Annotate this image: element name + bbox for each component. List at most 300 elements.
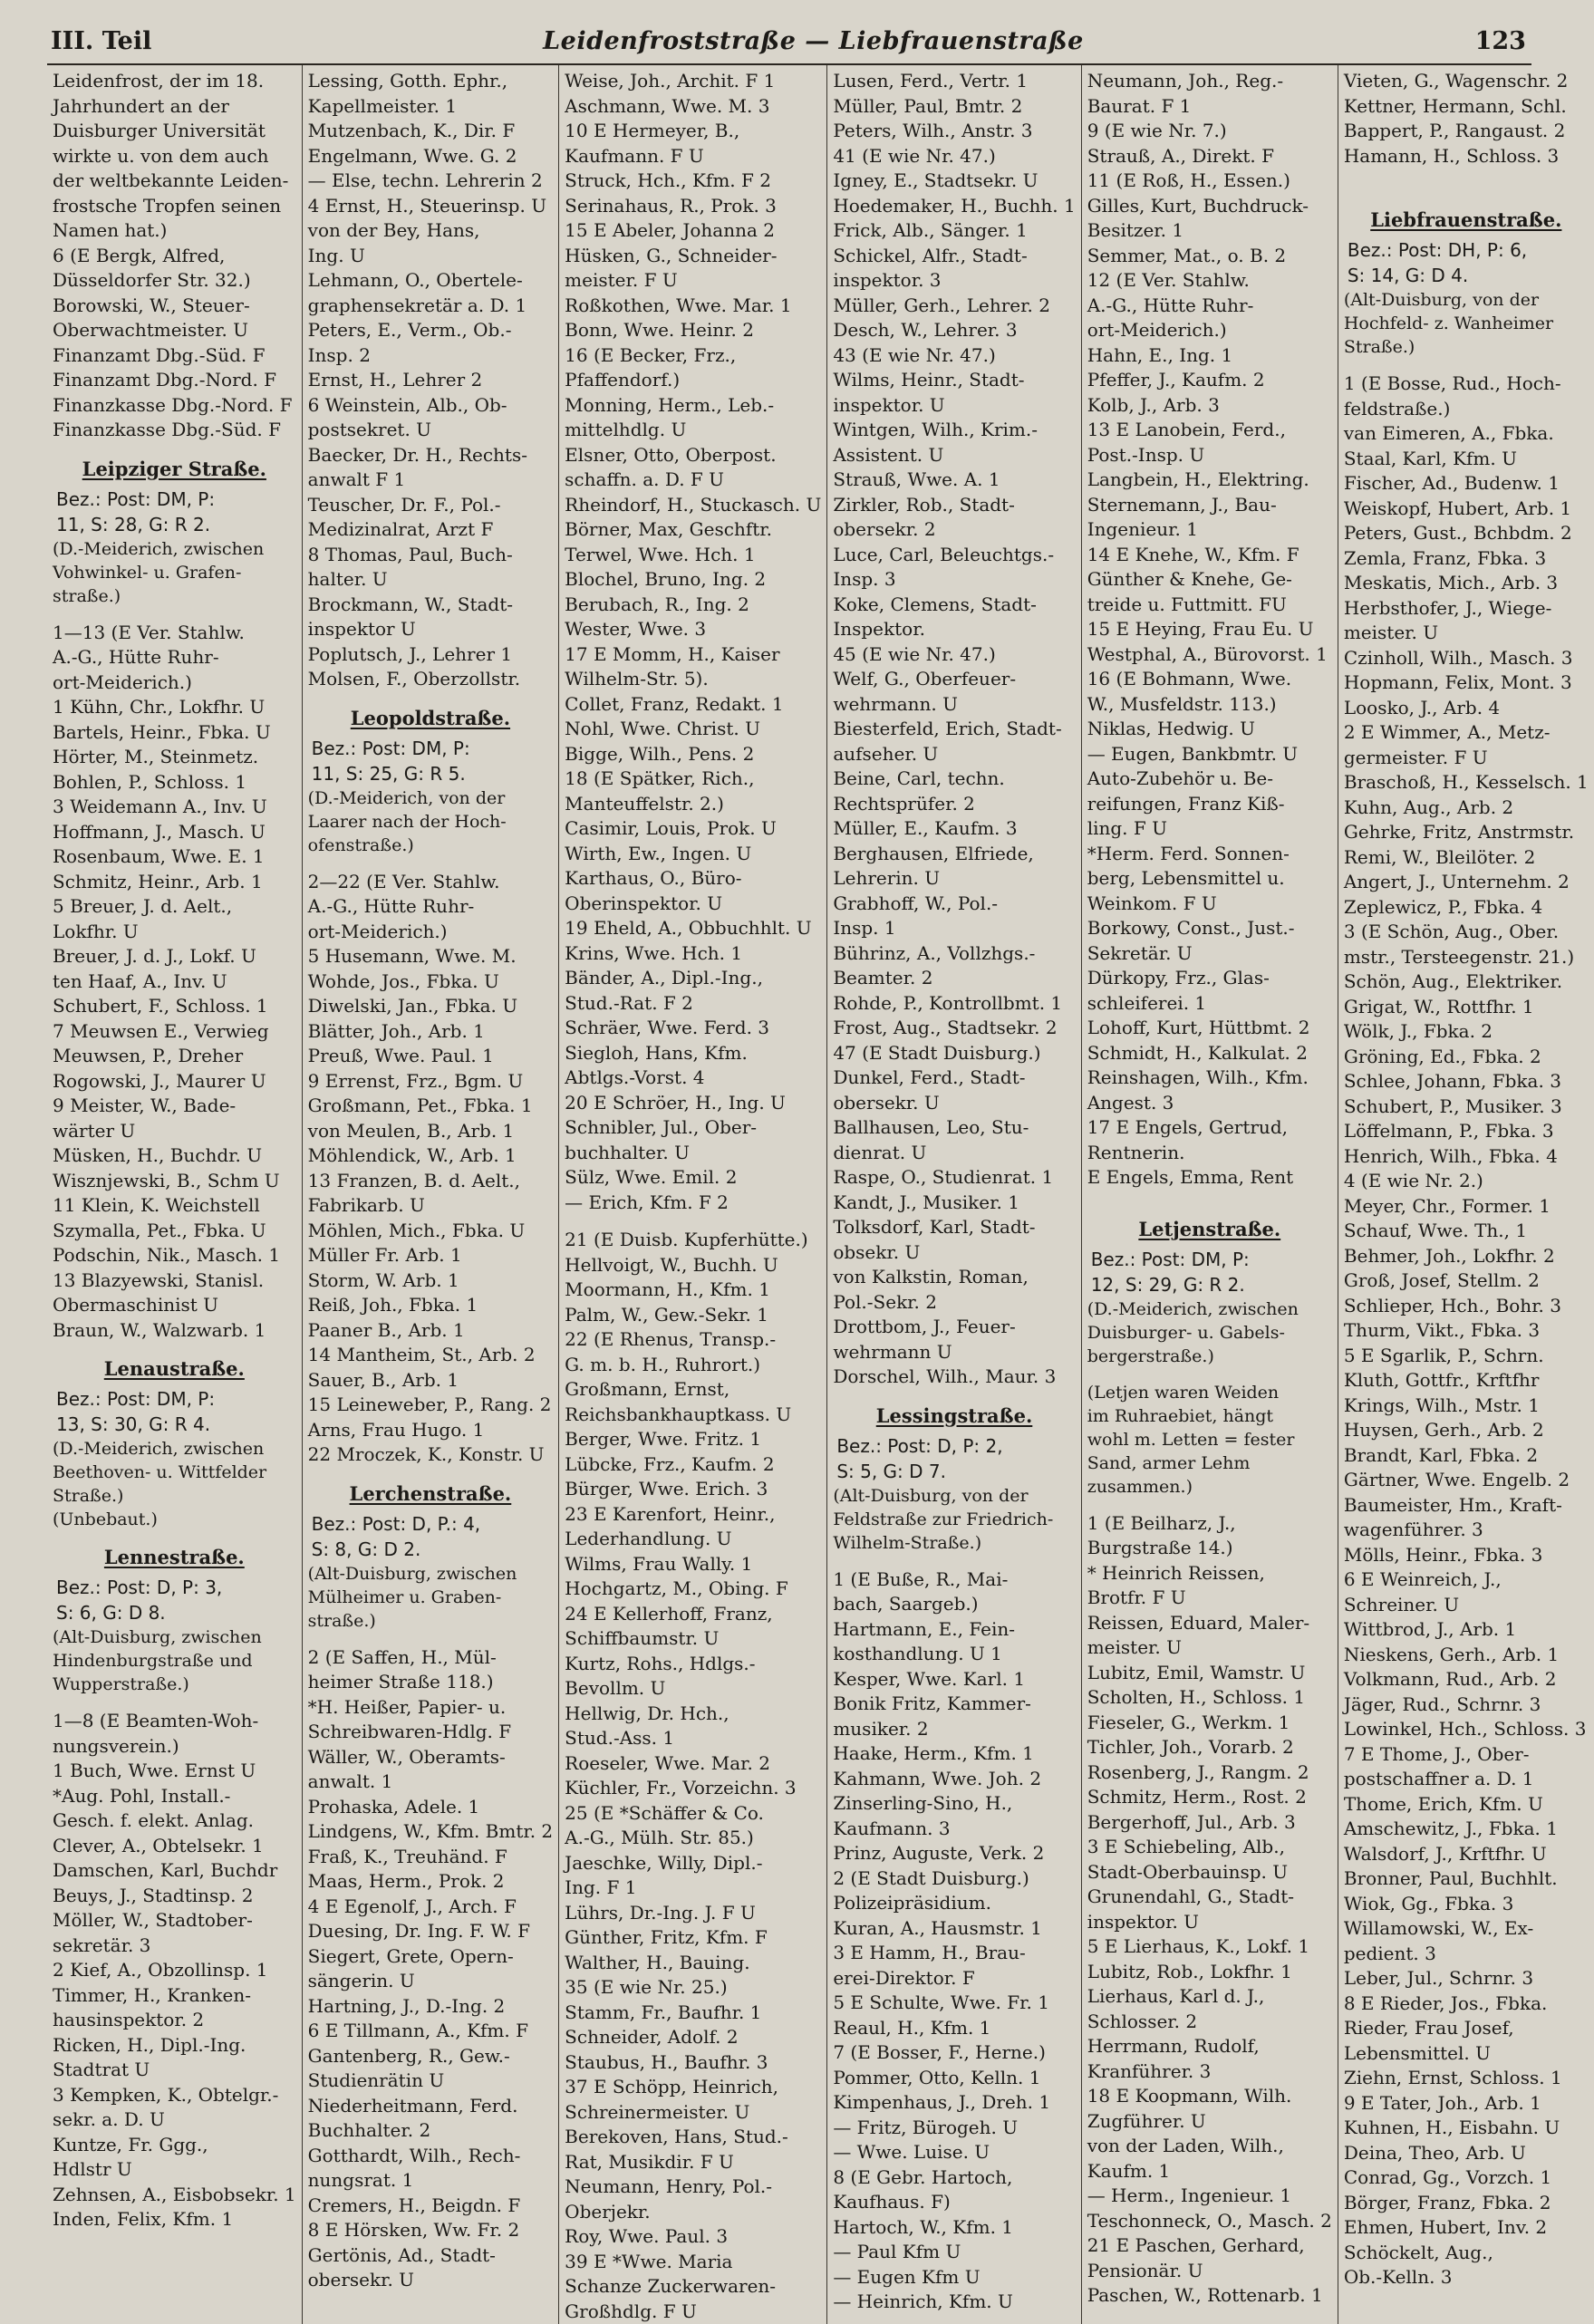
directory-entry-line: Meyer, Chr., Former. 1 bbox=[1344, 1194, 1589, 1220]
directory-entry-line: meister. U bbox=[1087, 1635, 1332, 1661]
directory-entry-line: 18 E Koopmann, Wilh. bbox=[1087, 2084, 1332, 2109]
directory-entry-line: — Eugen, Bankbmtr. U bbox=[1087, 742, 1332, 767]
spacer bbox=[1087, 1499, 1332, 1511]
district-info: Bez.: Post: DM, P: bbox=[1087, 1247, 1332, 1272]
directory-entry-line: 8 Thomas, Paul, Buch- bbox=[308, 543, 554, 568]
directory-entry-line: Kaufm. 1 bbox=[1087, 2159, 1332, 2184]
directory-entry-line: 5 Husemann, Wwe. M. bbox=[308, 944, 554, 969]
directory-entry-line: Koke, Clemens, Stadt- bbox=[833, 593, 1075, 618]
directory-entry-line: Haake, Herm., Kfm. 1 bbox=[833, 1741, 1075, 1767]
directory-entry-line: 23 E Karenfort, Heinr., bbox=[565, 1502, 821, 1528]
directory-entry-line: 15 Leineweber, P., Rang. 2 bbox=[308, 1393, 554, 1418]
directory-entry-line: Roy, Wwe. Paul. 3 bbox=[565, 2224, 821, 2250]
directory-entry-line: Ballhausen, Leo, Stu- bbox=[833, 1115, 1075, 1141]
directory-entry-line: Rechtsprüfer. 2 bbox=[833, 792, 1075, 817]
directory-entry-line: 1 Buch, Wwe. Ernst U bbox=[53, 1759, 296, 1784]
directory-entry-line: — Wwe. Luise. U bbox=[833, 2140, 1075, 2165]
directory-entry-line: ling. F U bbox=[1087, 816, 1332, 842]
directory-entry-line: Kaufmann. 3 bbox=[833, 1817, 1075, 1842]
directory-entry-line: Westphal, A., Bürovorst. 1 bbox=[1087, 642, 1332, 668]
district-info: Bez.: Post: DM, P: bbox=[53, 1386, 296, 1412]
location-note: (Letjen waren Weiden bbox=[1087, 1381, 1332, 1404]
directory-entry-line: Monning, Herm., Leb.- bbox=[565, 393, 821, 419]
directory-entry-line: 1—8 (E Beamten-Woh- bbox=[53, 1709, 296, 1734]
directory-entry-line: Lusen, Ferd., Vertr. 1 bbox=[833, 69, 1075, 94]
directory-entry-line: Preuß, Wwe. Paul. 1 bbox=[308, 1044, 554, 1069]
page-header bbox=[47, 27, 1531, 65]
directory-entry-line: Lohoff, Kurt, Hüttbmt. 2 bbox=[1087, 1016, 1332, 1041]
directory-entry-line: Ob.-Kelln. 3 bbox=[1344, 2265, 1589, 2290]
directory-entry-line: Braschoß, H., Kesselsch. 1 bbox=[1344, 770, 1589, 796]
directory-entry-line: Brotfr. F U bbox=[1087, 1586, 1332, 1611]
directory-entry-line: Reaul, H., Kfm. 1 bbox=[833, 2016, 1075, 2041]
directory-entry-line: Burgstraße 14.) bbox=[1087, 1536, 1332, 1561]
directory-entry-line: Müller Fr. Arb. 1 bbox=[308, 1243, 554, 1268]
directory-entry-line: Strauß, Wwe. A. 1 bbox=[833, 468, 1075, 493]
location-note: (Unbebaut.) bbox=[53, 1508, 296, 1531]
directory-entry-line: wirkte u. von dem auch bbox=[53, 144, 296, 169]
location-note: (D.-Meiderich, zwischen bbox=[53, 537, 296, 561]
street-heading: Lenaustraße. bbox=[53, 1355, 296, 1383]
directory-entry-line: Molsen, F., Oberzollstr. bbox=[308, 667, 554, 692]
directory-entry-line: Börner, Max, Geschftr. bbox=[565, 517, 821, 543]
directory-entry-line: Küchler, Fr., Vorzeichn. 3 bbox=[565, 1776, 821, 1801]
location-note: Duisburger- u. Gabels- bbox=[1087, 1321, 1332, 1345]
directory-entry-line: Lederhandlung. U bbox=[565, 1527, 821, 1552]
directory-entry-line: Hüsken, G., Schneider- bbox=[565, 244, 821, 269]
directory-entry-line: Lübcke, Frz., Kaufm. 2 bbox=[565, 1452, 821, 1478]
directory-entry-line: 8 E Hörsken, Ww. Fr. 2 bbox=[308, 2218, 554, 2243]
directory-entry-line: Großhdlg. F U bbox=[565, 2300, 821, 2324]
directory-entry-line: 17 E Momm, H., Kaiser bbox=[565, 642, 821, 668]
directory-entry-line: Lierhaus, Karl d. J., bbox=[1087, 1984, 1332, 2010]
directory-entry-line: 21 E Paschen, Gerhard, bbox=[1087, 2233, 1332, 2259]
directory-entry-line: 35 (E wie Nr. 25.) bbox=[565, 1975, 821, 2001]
location-note: (D.-Meiderich, von der bbox=[308, 786, 554, 810]
directory-entry-line: Arns, Frau Hugo. 1 bbox=[308, 1418, 554, 1443]
location-note: wohl m. Letten = fester bbox=[1087, 1428, 1332, 1451]
street-heading: Lennestraße. bbox=[53, 1544, 296, 1571]
directory-entry-line: Schreinermeister. U bbox=[565, 2100, 821, 2126]
directory-entry-line: halter. U bbox=[308, 567, 554, 593]
directory-entry-line: 20 E Schröer, H., Ing. U bbox=[565, 1091, 821, 1116]
directory-entry-line: inspektor. U bbox=[1087, 1910, 1332, 1935]
directory-entry-line: obersekr. 2 bbox=[833, 517, 1075, 543]
directory-entry-line: 4 Ernst, H., Steuerinsp. U bbox=[308, 194, 554, 219]
directory-entry-line: Drottbom, J., Feuer- bbox=[833, 1315, 1075, 1340]
directory-entry-line: Lubitz, Rob., Lokfhr. 1 bbox=[1087, 1960, 1332, 1985]
directory-entry-line: Bonn, Wwe. Heinr. 2 bbox=[565, 318, 821, 343]
directory-entry-line: Müsken, H., Buchdr. U bbox=[53, 1143, 296, 1169]
directory-entry-line: 4 E Egenolf, J., Arch. F bbox=[308, 1895, 554, 1920]
directory-entry-line: Schickel, Alfr., Stadt- bbox=[833, 244, 1075, 269]
directory-entry-line: A.-G., Hütte Ruhr- bbox=[1087, 294, 1332, 319]
directory-entry-line: von Meulen, B., Arb. 1 bbox=[308, 1119, 554, 1144]
directory-entry-line: postsekret. U bbox=[308, 418, 554, 443]
directory-entry-line: Kettner, Hermann, Schl. bbox=[1344, 94, 1589, 120]
directory-entry-line: mstr., Tersteegenstr. 21.) bbox=[1344, 945, 1589, 970]
directory-entry-line: Schreiner. U bbox=[1344, 1593, 1589, 1618]
directory-entry-line: hausinspektor. 2 bbox=[53, 2008, 296, 2033]
directory-entry-line: Möhlen, Mich., Fbka. U bbox=[308, 1219, 554, 1244]
directory-entry-line: Bührinz, A., Vollzhgs.- bbox=[833, 941, 1075, 967]
directory-entry-line: Insp. 1 bbox=[833, 916, 1075, 941]
directory-entry-line: 6 E Weinreich, J., bbox=[1344, 1567, 1589, 1593]
directory-entry-line: Wintgen, Wilh., Krim.- bbox=[833, 418, 1075, 443]
directory-entry-line: Krins, Wwe. Hch. 1 bbox=[565, 941, 821, 967]
directory-entry-line: Breuer, J. d. J., Lokf. U bbox=[53, 944, 296, 969]
directory-entry-line: Kesper, Wwe. Karl. 1 bbox=[833, 1667, 1075, 1692]
district-info: Bez.: Post: DM, P: bbox=[53, 487, 296, 512]
directory-entry-line: Niklas, Hedwig. U bbox=[1087, 717, 1332, 742]
directory-entry-line: Luce, Carl, Beleuchtgs.- bbox=[833, 543, 1075, 568]
location-note: im Ruhraebiet, hängt bbox=[1087, 1404, 1332, 1428]
directory-entry-line: Staubus, H., Baufhr. 3 bbox=[565, 2050, 821, 2076]
spacer bbox=[833, 1555, 1075, 1567]
directory-entry-line: Lehmann, O., Obertele- bbox=[308, 268, 554, 294]
location-note: Mülheimer u. Graben- bbox=[308, 1586, 554, 1609]
directory-entry-line: Walther, H., Bauing. bbox=[565, 1951, 821, 1976]
directory-entry-line: ten Haaf, A., Inv. U bbox=[53, 969, 296, 995]
directory-entry-line: Gotthardt, Wilh., Rech- bbox=[308, 2144, 554, 2169]
directory-entry-line: Pensionär. U bbox=[1087, 2259, 1332, 2284]
directory-entry-line: graphensekretär a. D. 1 bbox=[308, 294, 554, 319]
directory-entry-line: Hartning, J., D.-Ing. 2 bbox=[308, 1994, 554, 2020]
directory-entry-line: Clever, A., Obtelsekr. 1 bbox=[53, 1834, 296, 1859]
directory-entry-line: erei-Direktor. F bbox=[833, 1966, 1075, 1991]
directory-entry-line: Behmer, Joh., Lokfhr. 2 bbox=[1344, 1244, 1589, 1269]
directory-entry-line: Paaner B., Arb. 1 bbox=[308, 1318, 554, 1344]
directory-entry-line: Schmidt, H., Kalkulat. 2 bbox=[1087, 1041, 1332, 1066]
directory-entry-line: ort-Meiderich.) bbox=[1087, 318, 1332, 343]
directory-entry-line: Terwel, Wwe. Hch. 1 bbox=[565, 543, 821, 568]
location-note: Feldstraße zur Friedrich- bbox=[833, 1508, 1075, 1531]
directory-entry-line: Finanzkasse Dbg.-Nord. F bbox=[53, 393, 296, 419]
location-note: (Alt-Duisburg, von der bbox=[833, 1484, 1075, 1508]
directory-entry-line: Jahrhundert an der bbox=[53, 94, 296, 120]
location-note: (D.-Meiderich, zwischen bbox=[1087, 1297, 1332, 1321]
directory-entry-line: 15 E Abeler, Johanna 2 bbox=[565, 218, 821, 244]
directory-entry-line: Baurat. F 1 bbox=[1087, 94, 1332, 120]
directory-entry-line: Löffelmann, P., Fbka. 3 bbox=[1344, 1119, 1589, 1144]
directory-entry-line: Volkmann, Rud., Arb. 2 bbox=[1344, 1667, 1589, 1692]
directory-entry-line: Herrmann, Rudolf, bbox=[1087, 2034, 1332, 2059]
directory-entry-line: 14 Mantheim, St., Arb. 2 bbox=[308, 1343, 554, 1368]
directory-entry-line: Ziehn, Ernst, Schloss. 1 bbox=[1344, 2066, 1589, 2091]
directory-entry-line: berg, Lebensmittel u. bbox=[1087, 866, 1332, 892]
directory-entry-line: G. m. b. H., Ruhrort.) bbox=[565, 1353, 821, 1378]
directory-entry-line: Welf, G., Oberfeuer- bbox=[833, 667, 1075, 692]
directory-entry-line: wärter U bbox=[53, 1119, 296, 1144]
spacer bbox=[308, 1633, 554, 1645]
directory-entry-line: buchhalter. U bbox=[565, 1141, 821, 1166]
directory-entry-line: von der Laden, Wilh., bbox=[1087, 2134, 1332, 2159]
directory-entry-line: Dürkopy, Frz., Glas- bbox=[1087, 966, 1332, 991]
district-info: Bez.: Post: DM, P: bbox=[308, 736, 554, 761]
street-heading: Lerchenstraße. bbox=[308, 1480, 554, 1508]
directory-entry-line: Prohaska, Adele. 1 bbox=[308, 1795, 554, 1820]
directory-entry-line: Walsdorf, J., Krftfhr. U bbox=[1344, 1842, 1589, 1867]
directory-entry-line: Medizinalrat, Arzt F bbox=[308, 517, 554, 543]
directory-entry-line: Remi, W., Bleilöter. 2 bbox=[1344, 845, 1589, 871]
location-note: straße.) bbox=[53, 584, 296, 608]
directory-entry-line: ort-Meiderich.) bbox=[308, 920, 554, 945]
directory-entry-line: Sülz, Wwe. Emil. 2 bbox=[565, 1165, 821, 1191]
directory-entry-line: Wester, Wwe. 3 bbox=[565, 617, 821, 642]
directory-entry-line: Peters, E., Verm., Ob.- bbox=[308, 318, 554, 343]
location-note: Wilhelm-Straße.) bbox=[833, 1531, 1075, 1555]
directory-entry-line: Schauf, Wwe. Th., 1 bbox=[1344, 1219, 1589, 1244]
directory-entry-line: Fieseler, G., Werkm. 1 bbox=[1087, 1711, 1332, 1736]
directory-entry-line: Bronner, Paul, Buchhlt. bbox=[1344, 1866, 1589, 1892]
directory-entry-line: Mutzenbach, K., Dir. F bbox=[308, 119, 554, 144]
directory-entry-line: *Aug. Pohl, Install.- bbox=[53, 1784, 296, 1809]
directory-entry-line: Timmer, H., Kranken- bbox=[53, 1983, 296, 2009]
directory-entry-line: Nieskens, Gerh., Arb. 1 bbox=[1344, 1643, 1589, 1668]
directory-entry-line: Ing. F 1 bbox=[565, 1876, 821, 1901]
directory-entry-line: Müller, Paul, Bmtr. 2 bbox=[833, 94, 1075, 120]
directory-entry-line: Kahmann, Wwe. Joh. 2 bbox=[833, 1767, 1075, 1792]
directory-entry-line: 43 (E wie Nr. 47.) bbox=[833, 343, 1075, 369]
directory-entry-line: Rosenbaum, Wwe. E. 1 bbox=[53, 844, 296, 870]
directory-entry-line: wehrmann U bbox=[833, 1340, 1075, 1365]
column-2 bbox=[303, 65, 560, 2324]
directory-entry-line: Fischer, Ad., Budenw. 1 bbox=[1344, 471, 1589, 497]
directory-entry-line: Staal, Karl, Kfm. U bbox=[1344, 447, 1589, 472]
directory-entry-line: Aschmann, Wwe. M. 3 bbox=[565, 94, 821, 120]
spacer bbox=[1344, 169, 1589, 181]
directory-entry-line: meister. F U bbox=[565, 268, 821, 294]
directory-entry-line: Schanze Zuckerwaren- bbox=[565, 2274, 821, 2300]
directory-entry-line: Sauer, B., Arb. 1 bbox=[308, 1368, 554, 1393]
directory-entry-line: Kuntze, Fr. Ggg., bbox=[53, 2133, 296, 2158]
directory-entry-line: Namen hat.) bbox=[53, 218, 296, 244]
directory-entry-line: 7 Meuwsen E., Verwieg bbox=[53, 1019, 296, 1045]
directory-entry-line: 9 (E wie Nr. 7.) bbox=[1087, 119, 1332, 144]
directory-entry-line: Henrich, Wilh., Fbka. 4 bbox=[1344, 1144, 1589, 1170]
directory-entry-line: 25 (E *Schäffer & Co. bbox=[565, 1801, 821, 1827]
directory-entry-line: Frick, Alb., Sänger. 1 bbox=[833, 218, 1075, 244]
directory-entry-line: 7 (E Bosser, F., Herne.) bbox=[833, 2040, 1075, 2066]
directory-entry-line: 1 (E Bosse, Rud., Hoch- bbox=[1344, 371, 1589, 397]
directory-entry-line: 3 Weidemann A., Inv. U bbox=[53, 795, 296, 820]
directory-entry-line: Moormann, H., Kfm. 1 bbox=[565, 1278, 821, 1303]
directory-entry-line: Maas, Herm., Prok. 2 bbox=[308, 1869, 554, 1895]
directory-entry-line: Schlieper, Hch., Bohr. 3 bbox=[1344, 1294, 1589, 1319]
directory-entry-line: Schneider, Adolf. 2 bbox=[565, 2025, 821, 2050]
directory-entry-line: Stud.-Ass. 1 bbox=[565, 1726, 821, 1751]
location-note: Hochfeld- z. Wanheimer bbox=[1344, 312, 1589, 335]
directory-entry-line: Abtlgs.-Vorst. 4 bbox=[565, 1066, 821, 1091]
directory-entry-line: 3 Kempken, K., Obtelgr.- bbox=[53, 2083, 296, 2108]
directory-entry-line: Zehnsen, A., Eisbobsekr. 1 bbox=[53, 2183, 296, 2208]
directory-entry-line: Kaufhaus. F) bbox=[833, 2190, 1075, 2215]
directory-entry-line: Palm, W., Gew.-Sekr. 1 bbox=[565, 1303, 821, 1328]
directory-entry-line: Hellvoigt, W., Buchh. U bbox=[565, 1253, 821, 1278]
location-note: Vohwinkel- u. Grafen- bbox=[53, 561, 296, 584]
directory-entry-line: Manteuffelstr. 2.) bbox=[565, 792, 821, 817]
directory-entry-line: Oberwachtmeister. U bbox=[53, 318, 296, 343]
directory-entry-line: Cremers, H., Beigdn. F bbox=[308, 2194, 554, 2219]
section-label: III. Teil bbox=[51, 27, 151, 55]
directory-entry-line: Besitzer. 1 bbox=[1087, 218, 1332, 244]
page-number: 123 bbox=[1475, 27, 1526, 55]
directory-entry-line: Desch, W., Lehrer. 3 bbox=[833, 318, 1075, 343]
directory-entry-line: obsekr. U bbox=[833, 1240, 1075, 1266]
directory-entry-line: Möller, W., Stadtober- bbox=[53, 1908, 296, 1933]
directory-entry-line: 2 (E Stadt Duisburg.) bbox=[833, 1866, 1075, 1892]
directory-entry-line: Rohde, P., Kontrollbmt. 1 bbox=[833, 991, 1075, 1017]
district-info: 12, S: 29, G: R 2. bbox=[1087, 1272, 1332, 1297]
directory-entry-line: 6 Weinstein, Alb., Ob- bbox=[308, 393, 554, 419]
spacer bbox=[53, 1696, 296, 1709]
directory-entry-line: Bohlen, P., Schloss. 1 bbox=[53, 770, 296, 796]
directory-entry-line: Inden, Felix, Kfm. 1 bbox=[53, 2207, 296, 2232]
directory-entry-line: Hdlstr U bbox=[53, 2157, 296, 2183]
directory-entry-line: — Eugen Kfm U bbox=[833, 2265, 1075, 2290]
directory-entry-line: A.-G., Mülh. Str. 85.) bbox=[565, 1826, 821, 1851]
directory-entry-line: Düsseldorfer Str. 32.) bbox=[53, 268, 296, 294]
directory-entry-line: Blätter, Joh., Arb. 1 bbox=[308, 1019, 554, 1045]
location-note: Straße.) bbox=[1344, 335, 1589, 359]
directory-entry-line: Engelmann, Wwe. G. 2 bbox=[308, 144, 554, 169]
directory-entry-line: meister. U bbox=[1344, 621, 1589, 646]
directory-entry-line: Wohde, Jos., Fbka. U bbox=[308, 969, 554, 995]
directory-entry-line: Hoffmann, J., Masch. U bbox=[53, 820, 296, 845]
directory-entry-line: Stadtrat U bbox=[53, 2058, 296, 2083]
district-info: 13, S: 30, G: R 4. bbox=[53, 1412, 296, 1437]
directory-entry-line: 18 (E Spätker, Rich., bbox=[565, 767, 821, 792]
directory-entry-line: 9 Meister, W., Bade- bbox=[53, 1094, 296, 1119]
directory-entry-line: 7 E Thome, J., Ober- bbox=[1344, 1742, 1589, 1768]
directory-entry-line: Semmer, Mat., o. B. 2 bbox=[1087, 244, 1332, 269]
directory-entry-line: Müller, Gerh., Lehrer. 2 bbox=[833, 294, 1075, 319]
directory-entry-line: 21 (E Duisb. Kupferhütte.) bbox=[565, 1228, 821, 1253]
location-note: (Alt-Duisburg, zwischen bbox=[53, 1625, 296, 1649]
directory-entry-line: 13 Franzen, B. d. Aelt., bbox=[308, 1169, 554, 1194]
directory-entry-line: 16 (E Becker, Frz., bbox=[565, 343, 821, 369]
directory-entry-line: Wilms, Frau Wally. 1 bbox=[565, 1552, 821, 1577]
directory-entry-line: Hellwig, Dr. Hch., bbox=[565, 1702, 821, 1727]
directory-entry-line: 1 Kühn, Chr., Lokfhr. U bbox=[53, 695, 296, 720]
directory-entry-line: reifungen, Franz Kiß- bbox=[1087, 792, 1332, 817]
directory-entry-line: — Fritz, Bürogeh. U bbox=[833, 2116, 1075, 2141]
directory-entry-line: Dorschel, Wilh., Maur. 3 bbox=[833, 1365, 1075, 1390]
directory-entry-line: Finanzamt Dbg.-Nord. F bbox=[53, 368, 296, 393]
directory-entry-line: 24 E Kellerhoff, Franz, bbox=[565, 1602, 821, 1627]
directory-entry-line: 11 (E Roß, H., Essen.) bbox=[1087, 169, 1332, 194]
directory-entry-line: von der Bey, Hans, bbox=[308, 218, 554, 244]
directory-entry-line: Roßkothen, Wwe. Mar. 1 bbox=[565, 294, 821, 319]
directory-entry-line: Borowski, W., Steuer- bbox=[53, 294, 296, 319]
directory-entry-line: Bonik Fritz, Kammer- bbox=[833, 1692, 1075, 1717]
directory-entry-line: Herbsthofer, J., Wiege- bbox=[1344, 596, 1589, 622]
directory-entry-line: schleiferei. 1 bbox=[1087, 991, 1332, 1017]
district-info: S: 8, G: D 2. bbox=[308, 1537, 554, 1562]
directory-entry-line: Niederheitmann, Ferd. bbox=[308, 2094, 554, 2119]
directory-entry-line: Serinahaus, R., Prok. 3 bbox=[565, 194, 821, 219]
directory-entry-line: Lowinkel, Hch., Schloss. 3 bbox=[1344, 1717, 1589, 1742]
spacer bbox=[53, 608, 296, 621]
directory-entry-line: Weinkom. F U bbox=[1087, 892, 1332, 917]
directory-entry-line: 11 Klein, K. Weichstell bbox=[53, 1193, 296, 1219]
directory-entry-line: W., Musfeldstr. 113.) bbox=[1087, 692, 1332, 718]
directory-entry-line: Schlee, Johann, Fbka. 3 bbox=[1344, 1069, 1589, 1094]
directory-entry-line: Diwelski, Jan., Fbka. U bbox=[308, 994, 554, 1019]
directory-entry-line: — Else, techn. Lehrerin 2 bbox=[308, 169, 554, 194]
spacer bbox=[1344, 181, 1589, 194]
location-note: Hindenburgstraße und bbox=[53, 1649, 296, 1673]
directory-entry-line: Frost, Aug., Stadtsekr. 2 bbox=[833, 1016, 1075, 1041]
directory-entry-line: Großmann, Ernst, bbox=[565, 1377, 821, 1403]
directory-entry-line: Teuscher, Dr. F., Pol.- bbox=[308, 493, 554, 518]
directory-entry-line: Zugführer. U bbox=[1087, 2109, 1332, 2135]
directory-entry-line: Brandt, Karl, Fbka. 2 bbox=[1344, 1443, 1589, 1469]
directory-entry-line: ort-Meiderich.) bbox=[53, 670, 296, 696]
directory-entry-line: van Eimeren, A., Fbka. bbox=[1344, 421, 1589, 447]
directory-entry-line: Grabhoff, W., Pol.- bbox=[833, 892, 1075, 917]
directory-entry-line: Langbein, H., Elektring. bbox=[1087, 468, 1332, 493]
spacer bbox=[1087, 1368, 1332, 1381]
directory-entry-line: Schreibwaren-Hdlg. F bbox=[308, 1720, 554, 1745]
directory-entry-line: Lührs, Dr.-Ing. J. F U bbox=[565, 1901, 821, 1926]
street-heading: Leopoldstraße. bbox=[308, 705, 554, 732]
directory-entry-line: Mölls, Heinr., Fbka. 3 bbox=[1344, 1543, 1589, 1568]
directory-entry-line: Kranführer. 3 bbox=[1087, 2059, 1332, 2085]
directory-entry-line: 8 E Rieder, Jos., Fbka. bbox=[1344, 1991, 1589, 2017]
directory-entry-line: Wilms, Heinr., Stadt- bbox=[833, 368, 1075, 393]
directory-entry-line: Inspektor. bbox=[833, 617, 1075, 642]
directory-entry-line: Berghausen, Elfriede, bbox=[833, 842, 1075, 867]
directory-entry-line: Günther & Knehe, Ge- bbox=[1087, 567, 1332, 593]
directory-entry-line: wehrmann. U bbox=[833, 692, 1075, 718]
directory-entry-line: anwalt F 1 bbox=[308, 468, 554, 493]
directory-entry-line: Conrad, Gg., Vorzch. 1 bbox=[1344, 2165, 1589, 2191]
directory-entry-line: germeister. F U bbox=[1344, 746, 1589, 771]
directory-entry-line: 5 Breuer, J. d. Aelt., bbox=[53, 894, 296, 920]
directory-entry-line: 8 (E Gebr. Hartoch, bbox=[833, 2165, 1075, 2191]
directory-entry-line: Lessing, Gotth. Ephr., bbox=[308, 69, 554, 94]
directory-entry-line: — Paul Kfm U bbox=[833, 2240, 1075, 2265]
directory-entry-line: wagenführer. 3 bbox=[1344, 1518, 1589, 1543]
directory-entry-line: Gärtner, Wwe. Engelb. 2 bbox=[1344, 1468, 1589, 1493]
directory-entry-line: Peters, Gust., Bchbdm. 2 bbox=[1344, 521, 1589, 546]
directory-entry-line: musiker. 2 bbox=[833, 1717, 1075, 1742]
directory-entry-line: Auto-Zubehör u. Be- bbox=[1087, 767, 1332, 792]
directory-entry-line: Lokfhr. U bbox=[53, 920, 296, 945]
directory-entry-line: Brockmann, W., Stadt- bbox=[308, 593, 554, 618]
directory-entry-line: 5 E Lierhaus, K., Lokf. 1 bbox=[1087, 1934, 1332, 1960]
directory-entry-line: Weise, Joh., Archit. F 1 bbox=[565, 69, 821, 94]
location-note: Straße.) bbox=[53, 1484, 296, 1508]
directory-entry-line: Dunkel, Ferd., Stadt- bbox=[833, 1066, 1075, 1091]
location-note: ofenstraße.) bbox=[308, 834, 554, 857]
spacer bbox=[308, 857, 554, 870]
directory-entry-line: A.-G., Hütte Ruhr- bbox=[53, 645, 296, 670]
directory-entry-line: Baumeister, Hm., Kraft- bbox=[1344, 1493, 1589, 1519]
directory-entry-line: Igney, E., Stadtsekr. U bbox=[833, 169, 1075, 194]
directory-entry-line: schaffn. a. D. F U bbox=[565, 468, 821, 493]
directory-entry-line: Hahn, E., Ing. 1 bbox=[1087, 343, 1332, 369]
directory-entry-line: frostsche Tropfen seinen bbox=[53, 194, 296, 219]
directory-entry-line: heimer Straße 118.) bbox=[308, 1670, 554, 1695]
directory-entry-line: 9 Errenst, Frz., Bgm. U bbox=[308, 1069, 554, 1094]
directory-entry-line: Berekoven, Hans, Stud.- bbox=[565, 2125, 821, 2150]
directory-entry-line: der weltbekannte Leiden- bbox=[53, 169, 296, 194]
directory-entry-line: Borkowy, Const., Just.- bbox=[1087, 916, 1332, 941]
column-4 bbox=[827, 65, 1081, 2324]
directory-entry-line: inspektor. 3 bbox=[833, 268, 1075, 294]
